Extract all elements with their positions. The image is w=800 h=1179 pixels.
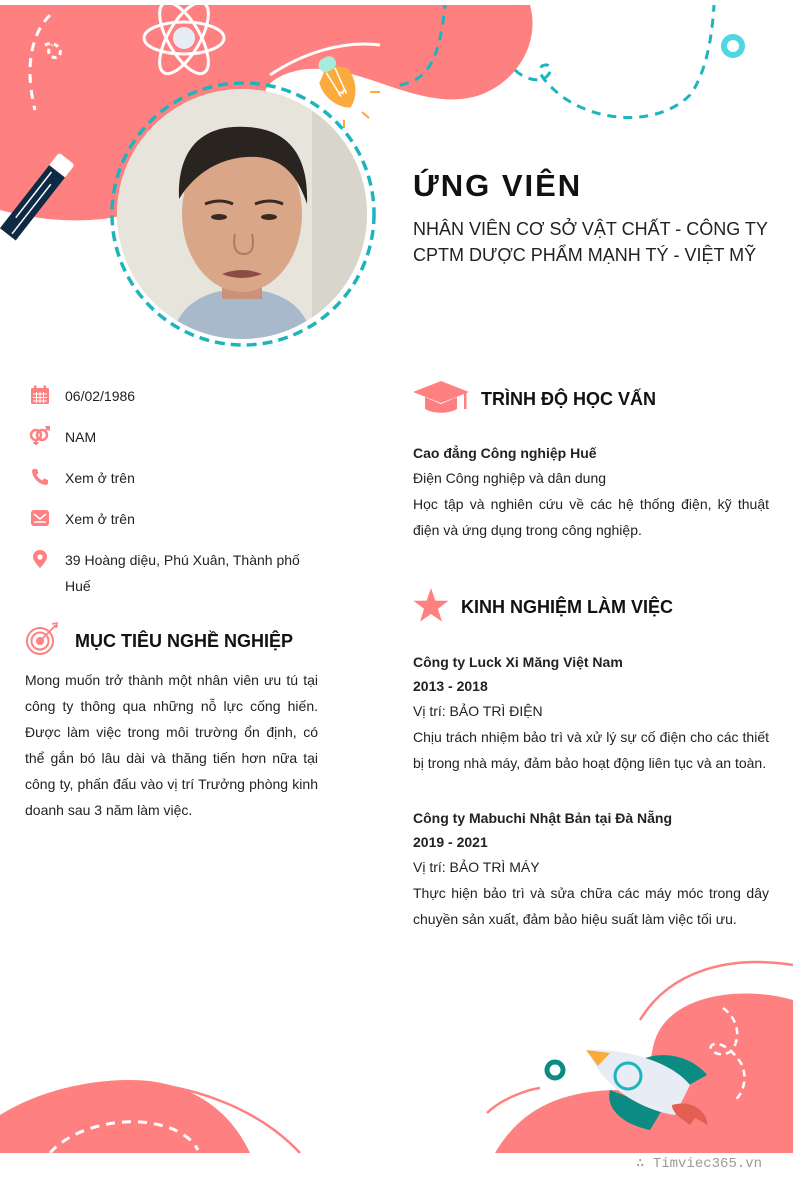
contact-info — [29, 384, 329, 615]
location-icon — [29, 548, 51, 570]
candidate-name: ỨNG VIÊN — [413, 168, 583, 203]
position: Vị trí: BẢO TRÌ MÁY — [413, 859, 540, 875]
email: Xem ở trên — [65, 511, 135, 527]
education-title: TRÌNH ĐỘ HỌC VẤN — [481, 389, 656, 409]
major: Điện Công nghiệp và dân dung — [413, 470, 607, 486]
profile-photo — [117, 89, 367, 339]
experience-header — [413, 588, 673, 627]
graduation-cap-icon — [413, 381, 481, 418]
email-icon — [29, 507, 51, 529]
star-icon — [413, 588, 461, 627]
experience-entry — [413, 806, 769, 932]
calendar-icon — [29, 384, 51, 406]
education-entry — [413, 441, 769, 543]
contact-phone — [29, 466, 329, 491]
job-description: Chịu trách nhiệm bảo trì và xử lý sự cố điện cho các thiết bị trong nhà máy, đảm bảo hoạt động liên tục và an toàn. — [413, 729, 769, 771]
work-period: 2013 - 2018 — [413, 678, 488, 694]
birthdate: 06/02/1986 — [65, 388, 136, 404]
contact-address — [29, 548, 329, 599]
objective-text: Mong muốn trở thành một nhân viên ưu tú tại công ty thông qua những nỗ lực cống hiến. Được làm việc trong môi trường ổn định, có thể gắn bó lâu dài và thăng tiến hơn nữa tại công ty, phấn đấu vào vị trí Trưởng phòng kinh doanh sau 3 năm làm việc. — [25, 672, 318, 818]
experience-entry — [413, 650, 769, 776]
contact-gender — [29, 425, 329, 450]
gender: NAM — [65, 429, 97, 445]
company-name: Công ty Mabuchi Nhật Bản tại Đà Nẵng — [413, 810, 673, 826]
phone-icon — [29, 466, 51, 488]
gender-icon — [29, 425, 51, 447]
objective-title: MỤC TIÊU NGHỀ NGHIỆP — [75, 631, 294, 651]
experience-title: KINH NGHIỆM LÀM VIỆC — [461, 597, 674, 617]
school-name: Cao đẳng Công nghiệp Huế — [413, 445, 597, 461]
work-period: 2019 - 2021 — [413, 834, 488, 850]
contact-birthdate — [29, 384, 329, 409]
objective-header — [25, 622, 293, 661]
education-header — [413, 381, 656, 418]
target-icon — [25, 622, 75, 661]
position: Vị trí: BẢO TRÌ ĐIỆN — [413, 703, 543, 719]
avatar — [117, 89, 367, 339]
address: 39 Hoàng diệu, Phú Xuân, Thành phố Huế — [65, 552, 300, 594]
contact-email — [29, 507, 329, 532]
phone: Xem ở trên — [65, 470, 135, 486]
job-title: NHÂN VIÊN CƠ SỞ VẬT CHẤT - CÔNG TY CPTM DƯỢC PHẨM MẠNH TÝ - VIỆT MỸ — [413, 219, 768, 265]
job-description: Thực hiện bảo trì và sửa chữa các máy móc trong dây chuyền sản xuất, đảm bảo hiệu suất làm việc tối ưu. — [413, 885, 769, 927]
company-name: Công ty Luck Xi Măng Việt Nam — [413, 654, 623, 670]
education-description: Học tập và nghiên cứu về các hệ thống điện, kỹ thuật điện và ứng dụng trong công nghiệp. — [413, 496, 769, 538]
watermark: ∴ Timviec365.vn — [636, 1156, 763, 1172]
